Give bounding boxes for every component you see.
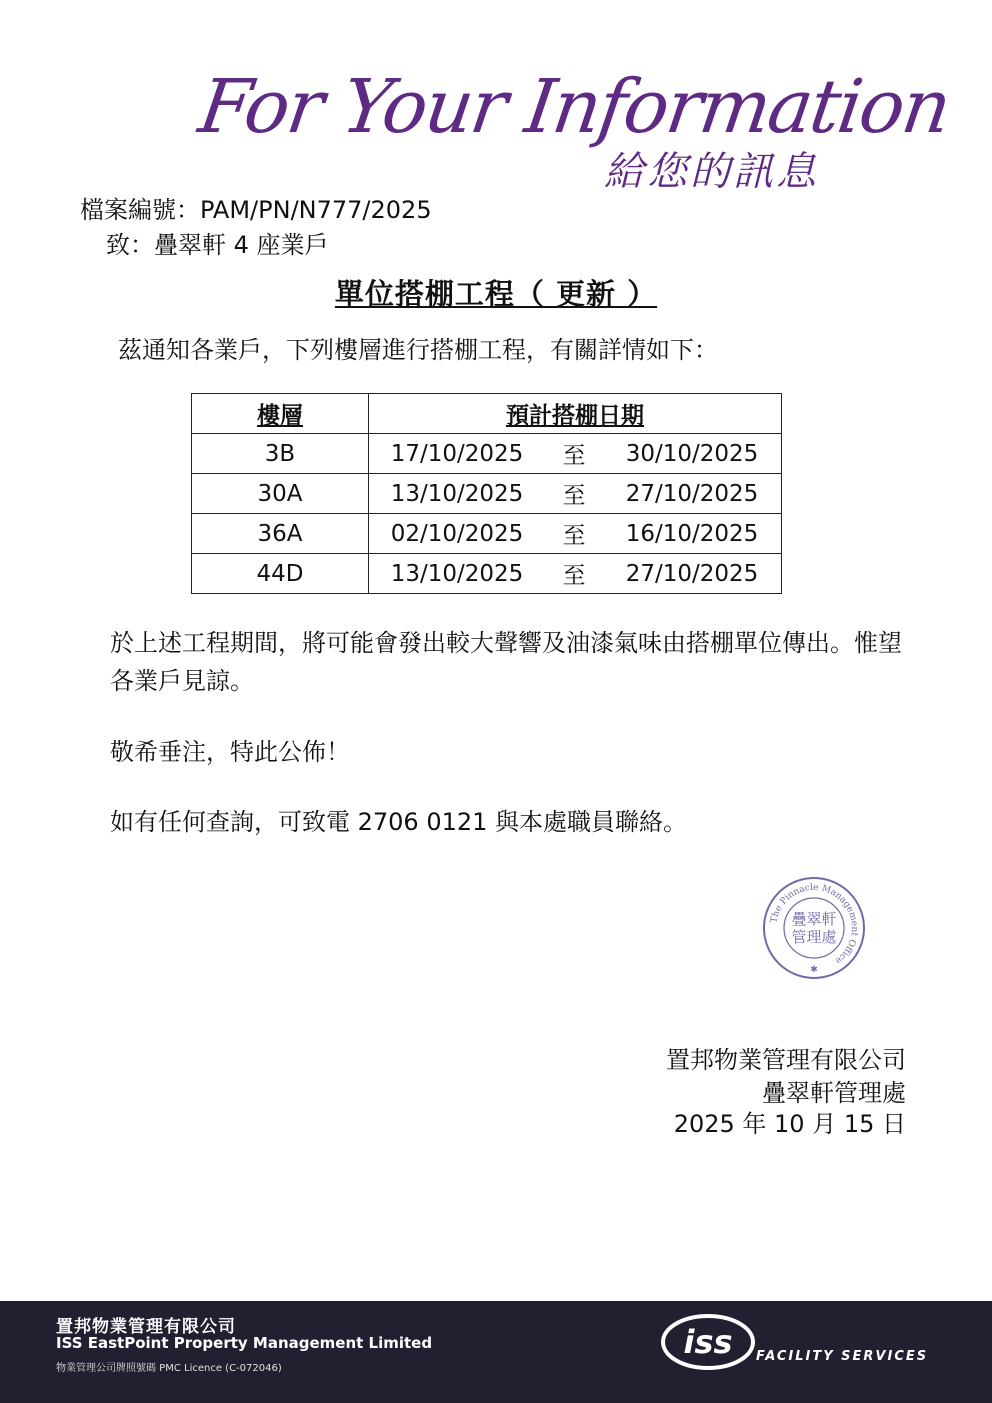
- floor-cell: 44D: [192, 554, 369, 594]
- start-date: 13/10/2025: [390, 560, 524, 587]
- signature-company: 置邦物業管理有限公司: [666, 1046, 906, 1074]
- reference-number: 檔案編號：PAM/PN/N777/2025: [80, 196, 432, 224]
- signature-office: 疊翠軒管理處: [762, 1079, 906, 1107]
- start-date: 02/10/2025: [390, 520, 524, 547]
- header-date-range: 預計搭棚日期: [369, 394, 782, 434]
- start-date: 13/10/2025: [390, 480, 524, 507]
- floor-cell: 30A: [192, 474, 369, 514]
- intro-text: 茲通知各業戶，下列樓層進行搭棚工程，有關詳情如下：: [118, 336, 718, 364]
- table-row: [192, 474, 782, 514]
- date-separator: 至: [562, 483, 586, 509]
- body-paragraph-notice: 敬希垂注，特此公佈！: [110, 738, 350, 766]
- header-script-title: For Your Information: [193, 64, 955, 150]
- date-separator: 至: [562, 443, 586, 469]
- stamp-star-icon: ✱: [810, 965, 818, 975]
- table-header-row: [192, 394, 782, 434]
- footer-facility-services: FACILITY SERVICES: [756, 1349, 929, 1364]
- floor-cell: 36A: [192, 514, 369, 554]
- header-floor: 樓層: [192, 394, 369, 434]
- body-paragraph-noise: 於上述工程期間，將可能會發出較大聲響及油漆氣味由搭棚單位傳出。惟望各業戶見諒。: [110, 629, 902, 695]
- end-date: 30/10/2025: [625, 440, 759, 467]
- header-script-subtitle: 給您的訊息: [604, 149, 819, 195]
- end-date: 27/10/2025: [625, 480, 759, 507]
- recipient-line: 致：疊翠軒 4 座業戶: [106, 231, 329, 259]
- iss-logo-text: iss: [683, 1323, 733, 1361]
- table-row: [192, 554, 782, 594]
- stamp-center-line1: 疊翠軒: [791, 910, 837, 928]
- footer-company-cn: 置邦物業管理有限公司: [56, 1317, 236, 1337]
- date-separator: 至: [562, 563, 586, 589]
- body-paragraph-contact: 如有任何查詢，可致電 2706 0121 與本處職員聯絡。: [110, 808, 688, 836]
- end-date: 16/10/2025: [625, 520, 759, 547]
- end-date: 27/10/2025: [625, 560, 759, 587]
- floor-cell: 3B: [192, 434, 369, 474]
- iss-logo-icon: [660, 1312, 760, 1372]
- stamp-ring-text: The Pinnacle Management Office: [769, 882, 860, 966]
- footer-licence: 物業管理公司牌照號碼 PMC Licence (C-072046): [56, 1363, 282, 1374]
- management-office-stamp: [762, 876, 866, 980]
- notice-title: 單位搭棚工程（ 更新 ）: [334, 277, 658, 311]
- table-row: [192, 514, 782, 554]
- signature-date: 2025 年 10 月 15 日: [673, 1110, 906, 1138]
- stamp-center-line2: 管理處: [791, 928, 837, 946]
- scaffolding-schedule-table: [191, 393, 782, 594]
- table-row: [192, 434, 782, 474]
- start-date: 17/10/2025: [390, 440, 524, 467]
- date-separator: 至: [562, 523, 586, 549]
- footer-company-en: ISS EastPoint Property Management Limited: [56, 1334, 433, 1352]
